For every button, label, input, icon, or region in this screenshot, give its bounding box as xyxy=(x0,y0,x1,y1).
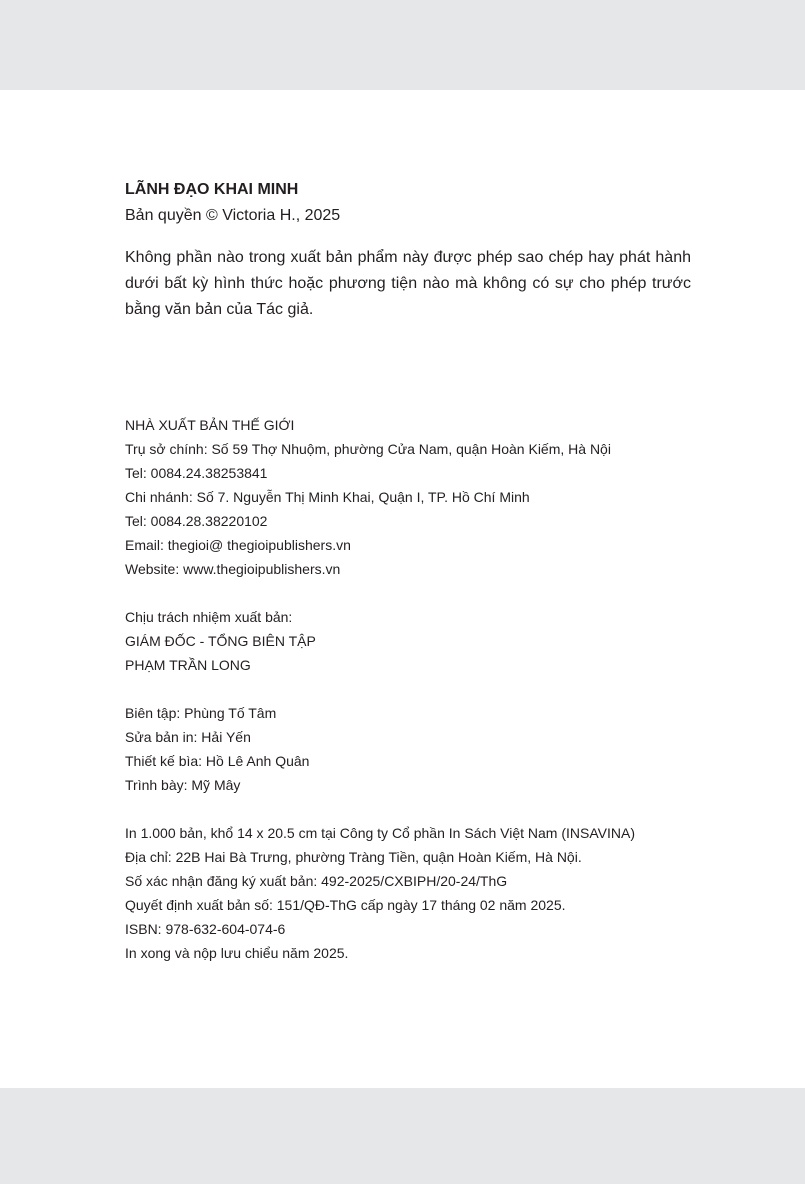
responsibility-label: Chịu trách nhiệm xuất bản: xyxy=(125,609,293,625)
staff-proofreader: Sửa bản in: Hải Yến xyxy=(125,729,251,745)
publisher-email: Email: thegioi@ thegioipublishers.vn xyxy=(125,537,351,553)
printing-isbn: ISBN: 978-632-604-074-6 xyxy=(125,921,286,937)
publisher-branch: Chi nhánh: Số 7. Nguyễn Thị Minh Khai, Quận I, TP. Hồ Chí Minh xyxy=(125,489,530,505)
responsibility-position: GIÁM ĐỐC - TỔNG BIÊN TẬP xyxy=(125,633,316,649)
printing-deposit: In xong và nộp lưu chiểu năm 2025. xyxy=(125,945,349,961)
page-content xyxy=(125,178,691,965)
printing-registration: Số xác nhận đăng ký xuất bản: 492-2025/CXBIPH/20-24/ThG xyxy=(125,873,508,889)
rights-notice: Không phần nào trong xuất bản phẩm này được phép sao chép hay phát hành dưới bất kỳ hình thức hoặc phương tiện nào mà không có sự cho phép trước bằng văn bản của Tác giả. xyxy=(125,249,691,318)
copyright-page xyxy=(0,90,805,1088)
publisher-tel-hanoi: Tel: 0084.24.38253841 xyxy=(125,465,268,481)
publisher-tel-hcm: Tel: 0084.28.38220102 xyxy=(125,513,268,529)
publisher-name: NHÀ XUẤT BẢN THẾ GIỚI xyxy=(125,417,295,433)
printing-info xyxy=(125,821,691,965)
book-title: LÃNH ĐẠO KHAI MINH xyxy=(125,181,299,198)
staff-editor: Biên tập: Phùng Tố Tâm xyxy=(125,705,277,721)
responsibility-info xyxy=(125,605,691,677)
staff-info xyxy=(125,701,691,797)
printing-address: Địa chỉ: 22B Hai Bà Trưng, phường Tràng Tiền, quận Hoàn Kiếm, Hà Nội. xyxy=(125,849,582,865)
publisher-info xyxy=(125,413,691,581)
staff-layout: Trình bày: Mỹ Mây xyxy=(125,777,241,793)
staff-cover-design: Thiết kế bìa: Hồ Lê Anh Quân xyxy=(125,753,310,769)
printing-run: In 1.000 bản, khổ 14 x 20.5 cm tại Công ty Cổ phần In Sách Việt Nam (INSAVINA) xyxy=(125,825,635,841)
responsibility-person: PHẠM TRẦN LONG xyxy=(125,657,251,673)
publisher-website: Website: www.thegioipublishers.vn xyxy=(125,561,341,577)
printing-decision: Quyết định xuất bản số: 151/QĐ-ThG cấp ngày 17 tháng 02 năm 2025. xyxy=(125,897,566,913)
publisher-head-office: Trụ sở chính: Số 59 Thợ Nhuộm, phường Cửa Nam, quận Hoàn Kiếm, Hà Nội xyxy=(125,441,611,457)
copyright-line: Bản quyền © Victoria H., 2025 xyxy=(125,207,341,224)
